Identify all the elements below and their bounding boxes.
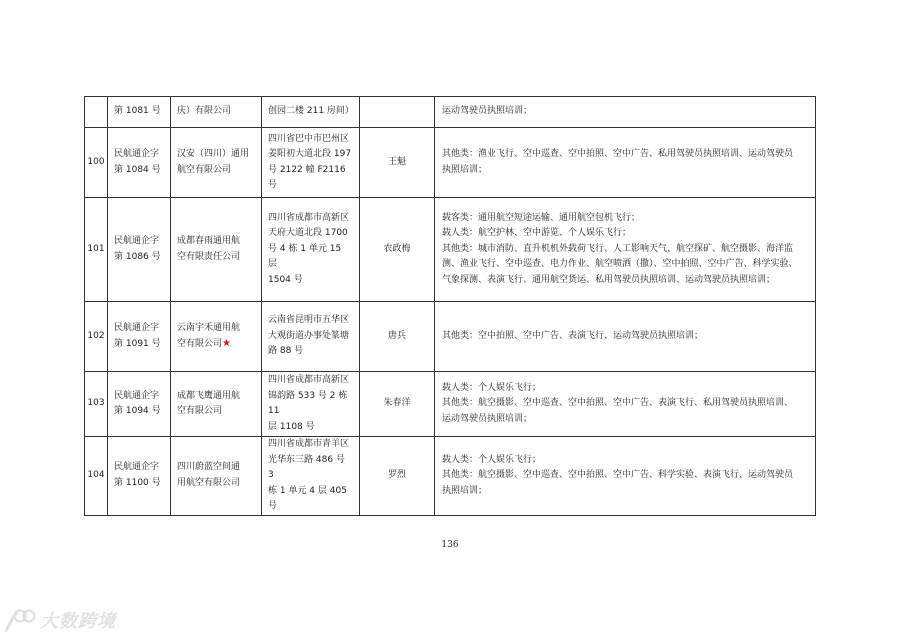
cell-line: 其他类：航空摄影、空中巡查、空中拍照、空中广告、科学实验、表演飞行、运动驾驶员	[442, 470, 794, 480]
cell-line: 其他类：城市消防、直升机机外载荷飞行、人工影响天气、航空探矿、航空摄影、海洋监	[442, 243, 794, 254]
cell-line: 民航通企字	[114, 462, 160, 473]
cell-line: 四川蔚蓝空间通	[177, 462, 241, 473]
cell-line: 其他类：渔业飞行、空中巡查、空中拍照、空中广告、私用驾驶员执照培训、运动驾驶员	[442, 149, 794, 159]
cell-line: 其他类：航空摄影、空中巡查、空中拍照、空中广告、表演飞行、私用驾驶员执照培训、	[442, 398, 794, 409]
cell-line	[177, 336, 255, 353]
serial-number-cell: 100	[85, 128, 108, 198]
address-cell	[262, 97, 360, 128]
cell-line-text: 空有限公司	[177, 339, 223, 349]
cell-line: 层 1108 号	[268, 421, 315, 432]
serial-number-cell: 103	[85, 372, 108, 437]
cell-line: 号 2122 幢 F2116 号	[268, 164, 346, 190]
table-row	[85, 437, 816, 516]
star-mark-icon: ★	[222, 338, 231, 349]
company-name-cell	[171, 198, 262, 302]
page-number: 136	[441, 540, 459, 550]
cell-line: 姜阳初大道北段 197	[268, 149, 352, 159]
address-cell	[262, 302, 360, 372]
cell-line: 其他类：空中拍照、空中广告、表演飞行、运动驾驶员执照培训；	[442, 330, 704, 341]
legal-representative-cell: 罗烈	[360, 437, 435, 516]
table-row	[85, 302, 816, 372]
cell-line: 汉安（四川）通用	[177, 149, 250, 159]
cell-line: 第 1084 号	[114, 164, 161, 175]
cell-line: 光华东三路 486 号 3	[268, 454, 345, 480]
legal-representative-cell: 朱春洋	[360, 372, 435, 437]
address-cell	[262, 372, 360, 437]
cell-line: 庆）有限公司	[177, 106, 232, 117]
table-row	[85, 128, 816, 198]
certificate-number-cell	[108, 97, 171, 128]
cell-line: 云南省昆明市五华区	[268, 315, 350, 326]
cell-line: 栋 1 单元 4 层 405 号	[268, 485, 347, 511]
cell-line: 执照培训；	[442, 164, 488, 175]
certificate-number-cell	[108, 302, 171, 372]
legal-representative-cell: 王魁	[360, 128, 435, 198]
business-scope-cell	[435, 437, 816, 516]
cell-line: 路 88 号	[268, 346, 304, 357]
serial-number-cell: 102	[85, 302, 108, 372]
certificate-number-cell	[108, 128, 171, 198]
cell-line: 四川省成都市青羊区	[268, 439, 350, 449]
watermark-text: 大数跨境	[40, 611, 116, 632]
address-cell	[262, 437, 360, 516]
cell-line: 载客类：通用航空短途运输、通用航空包机飞行；	[442, 212, 641, 223]
cell-line: 四川省成都市高新区	[268, 212, 350, 223]
cell-line: 民航通企字	[114, 390, 160, 401]
company-name-cell	[171, 302, 262, 372]
cell-line: 锦韵路 533 号 2 栋 11	[268, 390, 348, 416]
address-cell	[262, 198, 360, 302]
cell-line: 天府大道北段 1700	[268, 228, 348, 239]
cell-line: 测、渔业飞行、空中巡查、电力作业、航空喷洒（撒）、空中拍照、空中广告、科学实验、	[442, 259, 798, 270]
business-scope-cell	[435, 302, 816, 372]
cell-line: 载人类：航空护林、空中游览、个人娱乐飞行；	[442, 228, 632, 239]
certificate-number-cell	[108, 437, 171, 516]
legal-representative-cell: 唐兵	[360, 302, 435, 372]
certificate-number-cell	[108, 372, 171, 437]
cell-line: 民航通企字	[114, 323, 160, 333]
company-name-cell	[171, 128, 262, 198]
company-name-cell	[171, 97, 262, 128]
cell-line: 气象探测、表演飞行、通用航空货运、私用驾驶员执照培训、运动驾驶员执照培训；	[442, 274, 776, 285]
business-scope-cell	[435, 128, 816, 198]
address-cell	[262, 128, 360, 198]
cell-line: 民航通企字	[114, 149, 160, 159]
business-scope-cell	[435, 97, 816, 128]
cell-line: 四川省成都市高新区	[268, 375, 350, 385]
cell-line: 1504 号	[268, 274, 303, 285]
watermark	[4, 606, 116, 634]
serial-number-cell: 101	[85, 198, 108, 302]
cell-line: 成都飞鹰通用航	[177, 390, 241, 401]
cell-line: 空有限责任公司	[177, 251, 241, 262]
legal-representative-cell	[360, 97, 435, 128]
cell-line: 用航空有限公司	[177, 477, 241, 488]
cell-line: 第 1100 号	[114, 477, 161, 488]
cell-line: 大观街道办事处篆塘	[268, 330, 350, 341]
cell-line: 民航通企字	[114, 236, 160, 246]
cell-line: 创园二楼 211 房间）	[268, 106, 354, 117]
legal-representative-cell: 农政梅	[360, 198, 435, 302]
serial-number-cell	[85, 97, 108, 128]
company-table	[84, 96, 816, 516]
company-name-cell	[171, 372, 262, 437]
table-row	[85, 198, 816, 302]
business-scope-cell	[435, 198, 816, 302]
cell-line: 运动驾驶员执照培训；	[442, 106, 533, 117]
cell-line: 航空有限公司	[177, 164, 232, 175]
cell-line: 第 1086 号	[114, 251, 161, 262]
cell-line: 成都春雨通用航	[177, 236, 241, 246]
table-row	[85, 97, 816, 128]
cell-line: 号 4 栋 1 单元 15 层	[268, 243, 342, 270]
table-body	[85, 97, 816, 516]
cell-line: 载人类：个人娱乐飞行；	[442, 454, 542, 465]
certificate-number-cell	[108, 198, 171, 302]
business-scope-cell	[435, 372, 816, 437]
cell-line: 执照培训；	[442, 485, 488, 496]
company-name-cell	[171, 437, 262, 516]
cell-line: 云南宇禾通用航	[177, 322, 241, 333]
cell-line: 第 1081 号	[114, 106, 161, 117]
cell-line: 运动驾驶员执照培训；	[442, 413, 533, 424]
cell-line: 第 1094 号	[114, 406, 161, 416]
dashuju-logo-icon	[4, 607, 38, 633]
serial-number-cell: 104	[85, 437, 108, 516]
cell-line: 第 1091 号	[114, 338, 161, 349]
table-row	[85, 372, 816, 437]
cell-line: 空有限公司	[177, 406, 223, 416]
cell-line: 载人类：个人娱乐飞行；	[442, 382, 542, 393]
cell-line: 四川省巴中市巴州区	[268, 133, 350, 144]
